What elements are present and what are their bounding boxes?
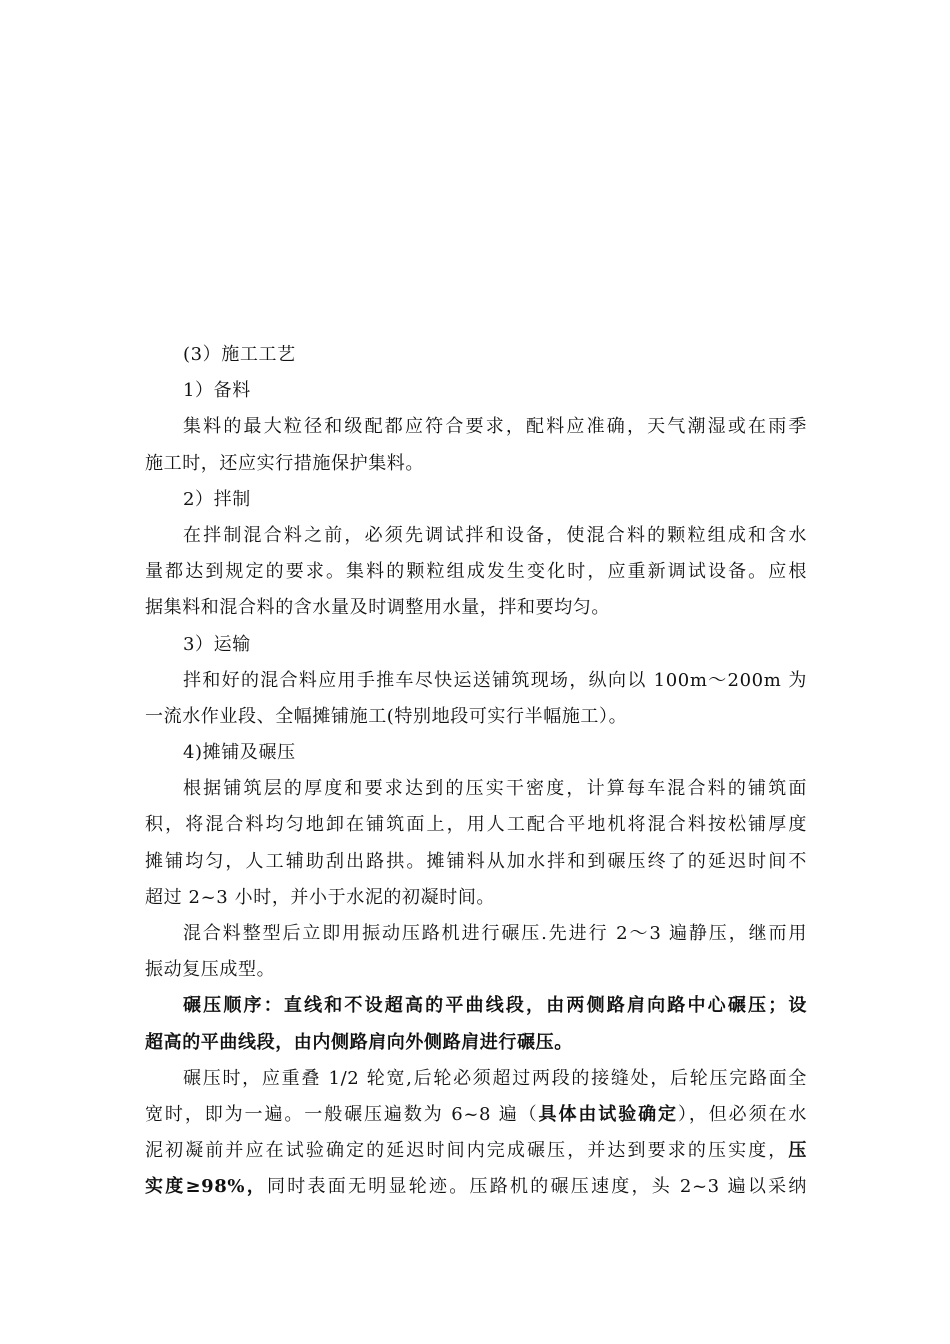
paragraph-line: 一流水作业段、全幅摊铺施工(特别地段可实行半幅施工）。 [145,705,628,727]
paragraph-line: 集料的最大粒径和级配都应符合要求，配料应准确，天气潮湿或在雨季 [183,416,807,438]
paragraph-line: 根据铺筑层的厚度和要求达到的压实干密度，计算每车混合料的铺筑面 [183,778,807,800]
paragraph-line: 混合料整型后立即用振动压路机进行碾压.先进行 2～3 遍静压，继而用 [183,923,807,944]
bold-text-run: 实度≥98%， [145,1176,268,1198]
bold-paragraph-line: 超高的平曲线段，由内侧路肩向外侧路肩进行碾压。 [145,1031,573,1053]
paragraph-line: 拌和好的混合料应用手推车尽快运送铺筑现场，纵向以 100m～200m 为 [183,669,807,691]
paragraph-line: 量都达到规定的要求。集料的颗粒组成发生变化时，应重新调试设备。应根 [145,561,807,583]
bold-text-run: 具体由试验确定 [538,1103,678,1125]
paragraph-line [145,1097,807,1133]
paragraph-line: 在拌制混合料之前，必须先调试拌和设备，使混合料的颗粒组成和含水 [183,524,807,546]
paragraph-line [145,1133,807,1169]
paragraph-line: 施工时，还应实行措施保护集料。 [145,452,424,474]
paragraph-line: 超过 2~3 小时，并小于水泥的初凝时间。 [145,886,496,908]
bold-paragraph-line: 碾压顺序：直线和不设超高的平曲线段，由两侧路肩向路中心碾压；设 [183,995,807,1017]
paragraph-line [145,1169,807,1205]
subsection-heading-mixing: 2）拌制 [183,488,251,510]
paragraph-line: 碾压时，应重叠 1/2 轮宽,后轮必须超过两段的接缝处，后轮压完路面全 [183,1067,807,1089]
document-body [145,337,807,1206]
paragraph-line: 积，将混合料均匀地卸在铺筑面上，用人工配合平地机将混合料按松铺厚度 [145,814,807,836]
bold-text-run: 压 [788,1140,807,1162]
text-run: 泥初凝前并应在试验确定的延迟时间内完成碾压，并达到要求的压实度， [145,1140,789,1162]
text-run: 宽时，即为一遍。一般碾压遍数为 6~8 遍（ [145,1103,539,1125]
subsection-heading-paving: 4)摊铺及碾压 [183,742,296,764]
subsection-heading-transport: 3）运输 [183,633,251,655]
paragraph-line: 据集料和混合料的含水量及时调整用水量，拌和要均匀。 [145,597,610,619]
paragraph-line: 摊铺均匀，人工辅助刮出路拱。摊铺料从加水拌和到碾压终了的延迟时间不 [145,850,807,872]
text-run: 同时表面无明显轮迹。压路机的碾压速度，头 2~3 遍以采纳 [267,1176,808,1198]
section-heading: (3）施工工艺 [183,344,296,365]
paragraph-line: 振动复压成型。 [145,959,276,981]
text-run: ），但必须在水 [677,1103,808,1125]
subsection-heading-preparation: 1）备料 [183,380,251,402]
